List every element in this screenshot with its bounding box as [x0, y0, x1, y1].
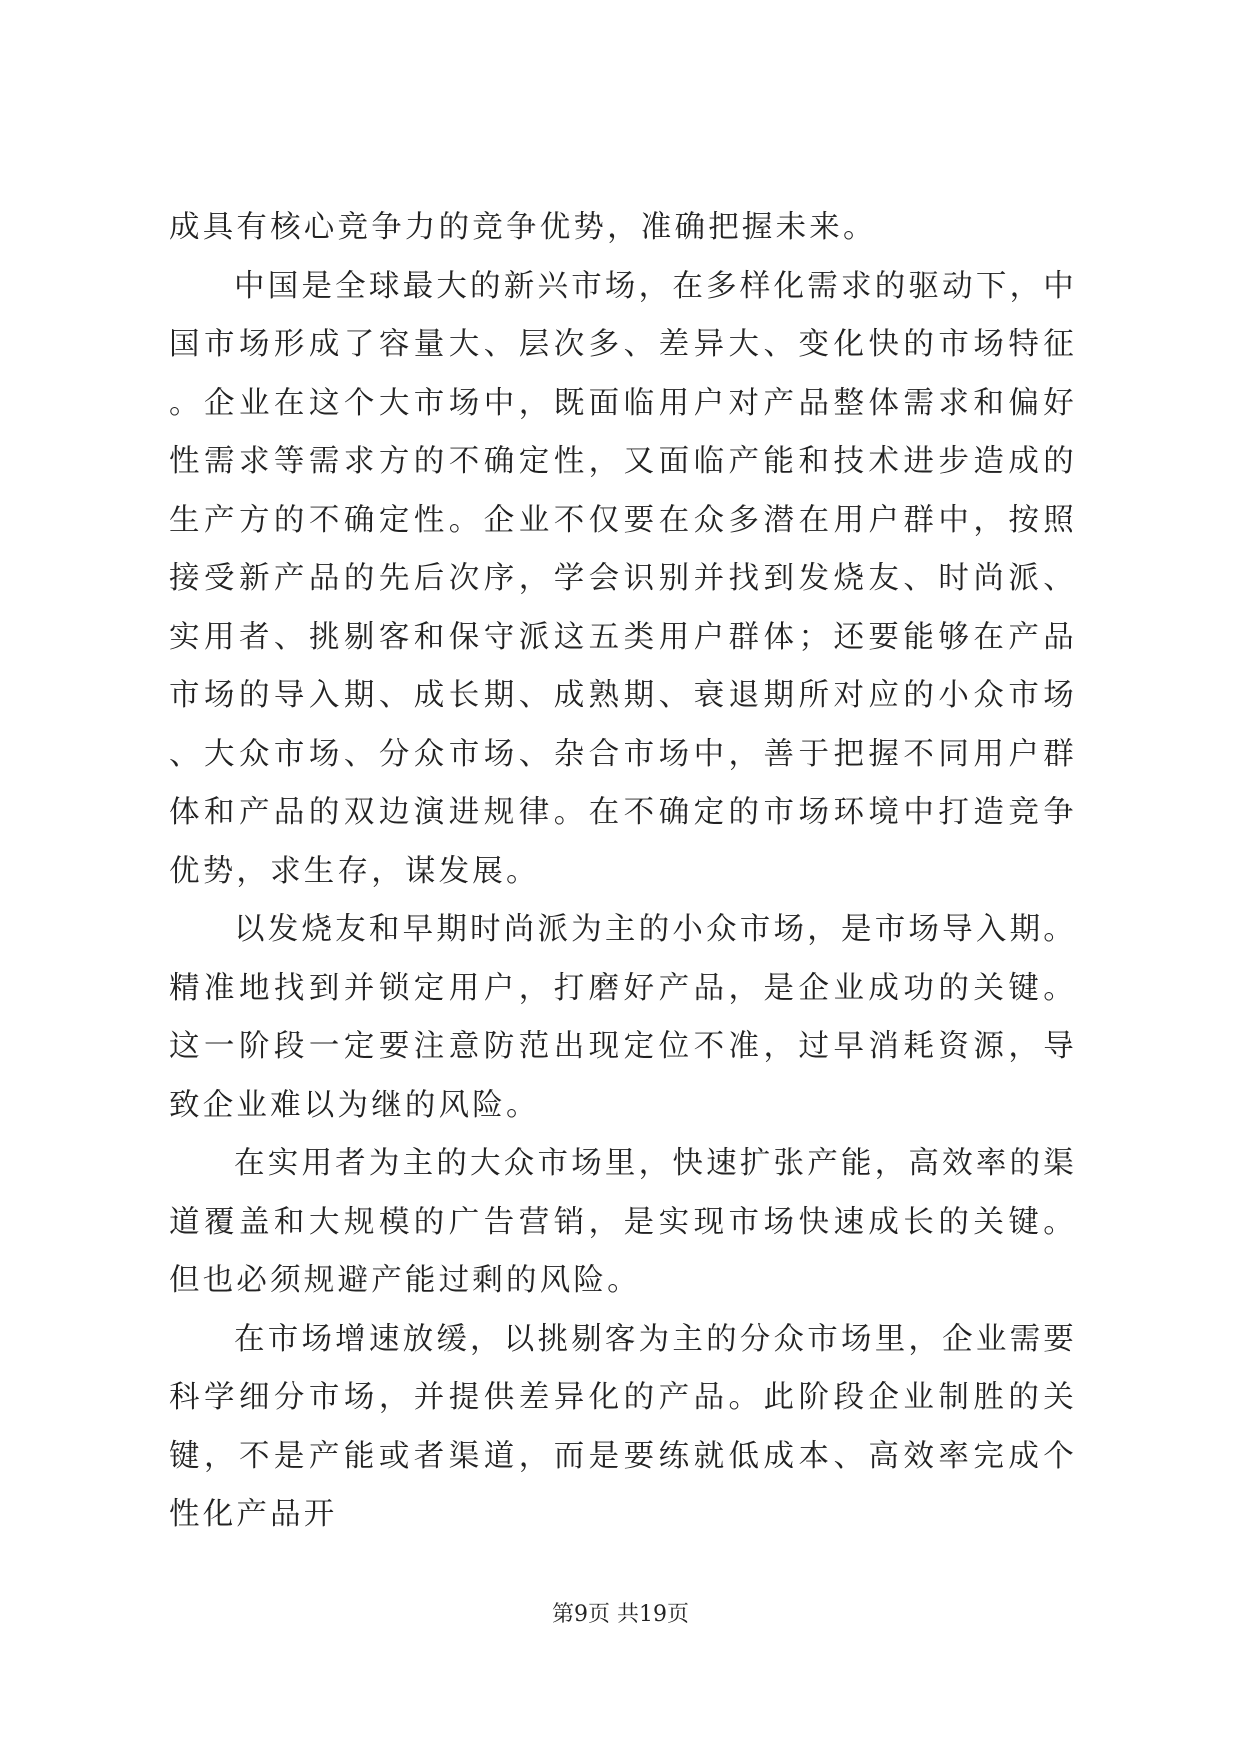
paragraph-niche-market: 以发烧友和早期时尚派为主的小众市场，是市场导入期。精准地找到并锁定用户，打磨好产品，是企业成功的关键。这一阶段一定要注意防范出现定位不准，过早消耗资源，导致企业难以为继的风险。 — [169, 912, 1077, 1123]
page-number-footer: 第9页 共19页 — [552, 1602, 689, 1627]
document-body — [169, 199, 1077, 1545]
paragraph-mass-market: 在实用者为主的大众市场里，快速扩张产能，高效率的渠道覆盖和大规模的广告营销，是实现市场快速成长的关键。但也必须规避产能过剩的风险。 — [169, 1146, 1077, 1298]
paragraph-segmented-market: 在市场增速放缓，以挑剔客为主的分众市场里，企业需要科学细分市场，并提供差异化的产品。此阶段企业制胜的关键，不是产能或者渠道，而是要练就低成本、高效率完成个性化产品开 — [169, 1321, 1077, 1532]
paragraph-china-market: 中国是全球最大的新兴市场，在多样化需求的驱动下，中国市场形成了容量大、层次多、差异大、变化快的市场特征。企业在这个大市场中，既面临用户对产品整体需求和偏好性需求等需求方的不确定性，又面临产能和技术进步造成的生产方的不确定性。企业不仅要在众多潜在用户群中，按照接受新产品的先后次序，学会识别并找到发烧友、时尚派、实用者、挑剔客和保守派这五类用户群体；还要能够在产品市场的导入期、成长期、成熟期、衰退期所对应的小众市场、大众市场、分众市场、杂合市场中，善于把握不同用户群体和产品的双边演进规律。在不确定的市场环境中打造竞争优势，求生存，谋发展。 — [169, 268, 1077, 889]
paragraph-continuation: 成具有核心竞争力的竞争优势，准确把握未来。 — [169, 210, 877, 245]
